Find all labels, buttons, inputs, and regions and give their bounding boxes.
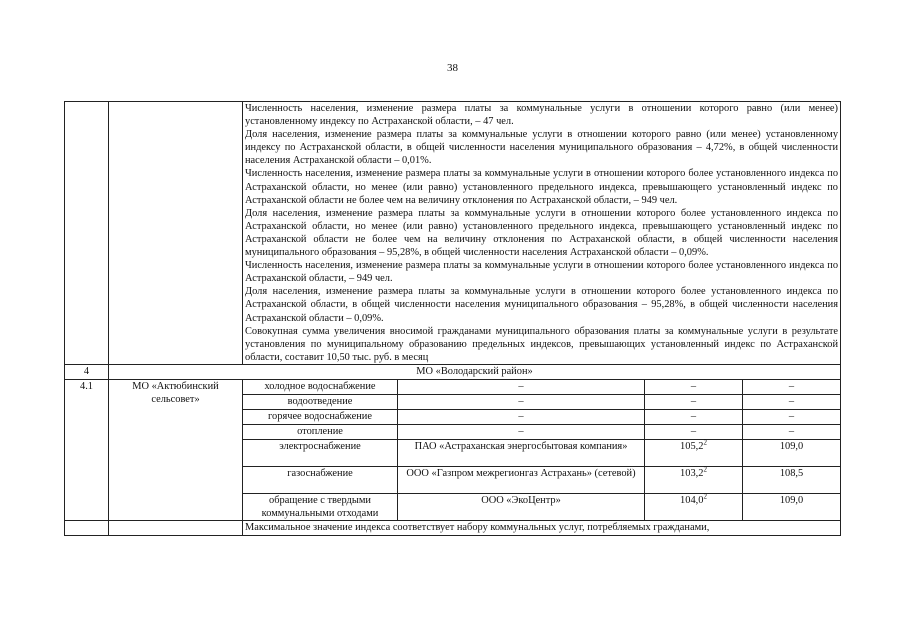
footnote-marker: 2 xyxy=(703,438,707,447)
section-title: МО «Володарский район» xyxy=(109,364,841,379)
service-value2: – xyxy=(743,394,841,409)
footer-row xyxy=(65,521,841,536)
service-provider: – xyxy=(398,394,645,409)
subsection-name: МО «Актюбинский сельсовет» xyxy=(109,379,243,520)
service-value1-cell xyxy=(645,493,743,520)
service-provider: ПАО «Астраханская энергосбытовая компания» xyxy=(398,439,645,466)
empty-name-cell xyxy=(109,521,243,536)
service-value2: – xyxy=(743,409,841,424)
service-value1: – xyxy=(645,409,743,424)
paragraph: Доля населения, изменение размера платы за коммунальные услуги в отношении которого более установленного индекса по Астраханской области, но менее (или равно) установленного предельного индекса, превышающего установленный индекс по Астраханской области не более чем на величину отклонения по Астраханской области, в общей численности населения муниципального образования – 95,28%, в общей численности населения Астраханской области – 0,09%. xyxy=(245,207,839,259)
service-value1-cell xyxy=(645,439,743,466)
paragraph: Совокупная сумма увеличения вносимой гражданами муниципального образования платы за коммунальные услуги в результате установления по муниципальному образованию предельных индексов, превышающих установленный индекс по Астраханской области, составит 10,50 тыс. руб. в месяц xyxy=(245,325,839,363)
empty-name-cell xyxy=(109,102,243,365)
paragraph: Доля населения, изменение размера платы за коммунальные услуги в отношении которого более установленного индекса по Астраханской области, в общей численности населения муниципального образования – 95,28%, в общей численности населения Астраханской области – 0,09%. xyxy=(245,286,839,324)
paragraphs-row xyxy=(65,102,841,365)
service-value2: – xyxy=(743,424,841,439)
service-value1: – xyxy=(645,379,743,394)
section-row xyxy=(65,364,841,379)
service-value1: 105,2 xyxy=(680,440,704,452)
section-number: 4 xyxy=(65,364,109,379)
service-name: отопление xyxy=(243,424,398,439)
service-name: газоснабжение xyxy=(243,466,398,493)
service-name: горячее водоснабжение xyxy=(243,409,398,424)
paragraphs-cell xyxy=(243,102,841,365)
service-provider: – xyxy=(398,409,645,424)
service-name: водоотведение xyxy=(243,394,398,409)
service-name: холодное водоснабжение xyxy=(243,379,398,394)
service-value1: 103,2 xyxy=(680,467,704,479)
service-value2: 109,0 xyxy=(743,439,841,466)
service-provider: ООО «Газпром межрегионгаз Астрахань» (сетевой) xyxy=(398,466,645,493)
service-name: обращение с твердыми коммунальными отходами xyxy=(243,493,398,520)
service-value1: – xyxy=(645,424,743,439)
service-value2: 109,0 xyxy=(743,493,841,520)
paragraph: Доля населения, изменение размера платы за коммунальные услуги в отношении которого равно (или менее) установленному индексу по Астраханской области, в общей численности населения муниципального образования – 4,72%, в общей численности населения Астраханской области – 0,01%. xyxy=(245,129,839,167)
paragraph: Численность населения, изменение размера платы за коммунальные услуги в отношении которого более установленного индекса по Астраханской области, – 949 чел. xyxy=(245,260,839,285)
service-provider: – xyxy=(398,379,645,394)
empty-number-cell xyxy=(65,102,109,365)
service-row xyxy=(65,379,841,394)
service-value1: 104,0 xyxy=(680,494,704,506)
document-table xyxy=(64,101,841,536)
footnote-marker: 2 xyxy=(703,492,707,501)
footnote-marker: 2 xyxy=(703,465,707,474)
page-number: 38 xyxy=(447,62,458,74)
service-provider: – xyxy=(398,424,645,439)
service-provider: ООО «ЭкоЦентр» xyxy=(398,493,645,520)
paragraph: Численность населения, изменение размера платы за коммунальные услуги в отношении которого более установленного индекса по Астраханской области, но менее (или равно) установленного предельного индекса, превышающего установленный индекс по Астраханской области не более чем на величину отклонения по Астраханской области, – 949 чел. xyxy=(245,168,839,206)
footer-text: Максимальное значение индекса соответствует набору коммунальных услуг, потребляемых гражданами, xyxy=(243,521,841,536)
paragraph: Численность населения, изменение размера платы за коммунальные услуги в отношении которого равно (или менее) установленному индексу по Астраханской области, – 47 чел. xyxy=(245,103,839,128)
empty-number-cell xyxy=(65,521,109,536)
service-value1-cell xyxy=(645,466,743,493)
service-value2: 108,5 xyxy=(743,466,841,493)
service-value1: – xyxy=(645,394,743,409)
subsection-number: 4.1 xyxy=(65,379,109,520)
service-name: электроснабжение xyxy=(243,439,398,466)
service-value2: – xyxy=(743,379,841,394)
